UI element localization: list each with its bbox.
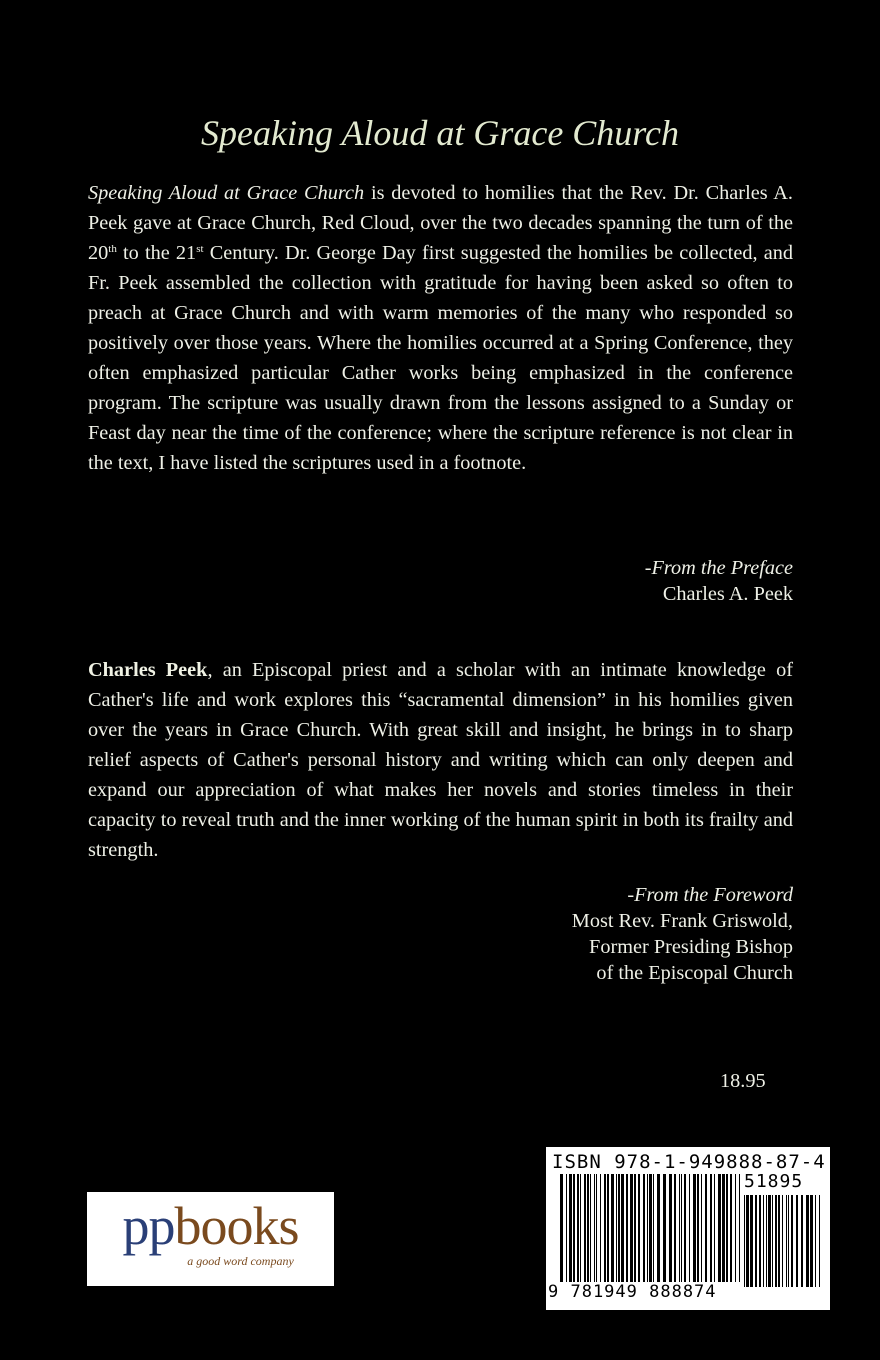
- barcode-bar: [674, 1174, 676, 1282]
- barcode-bar: [604, 1174, 606, 1282]
- barcode-bar: [782, 1195, 783, 1287]
- barcode-bar: [718, 1174, 721, 1282]
- barcode-bar: [759, 1195, 761, 1287]
- barcode-bar: [810, 1195, 813, 1287]
- barcode-bar: [791, 1195, 793, 1287]
- barcode-bar: [801, 1195, 803, 1287]
- barcode-bar: [701, 1174, 702, 1282]
- barcode-bar: [607, 1174, 609, 1282]
- barcode-bar: [815, 1195, 816, 1287]
- barcode-bar: [590, 1174, 591, 1282]
- preface-text-a: is devoted to homilies that the Rev. Dr. Charles A. Peek gave at Grace Church, Red Cloud, over the two decades spanning the turn of the 20: [88, 182, 793, 264]
- barcode-bar: [649, 1174, 652, 1282]
- barcode-bar: [663, 1174, 666, 1282]
- barcode-bar: [684, 1174, 686, 1282]
- preface-author: Charles A. Peek: [662, 583, 793, 605]
- barcode-bar: [806, 1195, 809, 1287]
- barcode-bar: [689, 1174, 690, 1282]
- barcode-addon-number: 51895: [744, 1171, 804, 1192]
- addon-barcode-bars: [744, 1195, 822, 1287]
- foreword-attribution: [572, 882, 793, 986]
- barcode-bar: [768, 1195, 771, 1287]
- barcode-bar: [647, 1174, 648, 1282]
- barcode-bar: [788, 1195, 789, 1287]
- preface-text-b: to the 21: [116, 242, 197, 264]
- barcode-bar: [730, 1174, 732, 1282]
- barcode-bar: [573, 1174, 575, 1282]
- ean-barcode-bars: [560, 1174, 740, 1282]
- barcode-bar: [621, 1174, 624, 1282]
- foreword-author-line1: Most Rev. Frank Griswold,: [571, 910, 793, 932]
- barcode-bar: [580, 1174, 581, 1282]
- barcode-bar: [618, 1174, 620, 1282]
- barcode-bar: [600, 1174, 601, 1282]
- logo-pp: pp: [122, 1196, 175, 1256]
- barcode-bar: [679, 1174, 680, 1282]
- barcode-bar: [778, 1195, 780, 1287]
- barcode-bar: [560, 1174, 563, 1282]
- barcode-bar: [626, 1174, 628, 1282]
- isbn-label: ISBN 978-1-949888-87-4: [552, 1151, 826, 1173]
- barcode-bar: [616, 1174, 617, 1282]
- barcode-bar: [796, 1195, 798, 1287]
- barcode-bar: [763, 1195, 764, 1287]
- book-title: Speaking Aloud at Grace Church: [201, 113, 679, 153]
- barcode-bar: [587, 1174, 589, 1282]
- preface-text-c: Century. Dr. George Day first suggested the homilies be collected, and Fr. Peek assembled the collection with gratitude for having been asked so often to preach at Grace Church and with warm memories of the many who responded so positively over those years. Where the homilies occurred at a Spring Conference, they often emphasized particular Cather works being emphasized in the conference program. The scripture was usually drawn from the lessons assigned to a Sunday or Feast day near the time of the conference; where the scripture reference is not clear in the text, I have listed the scriptures used in a footnote.: [88, 242, 793, 474]
- barcode-bar: [630, 1174, 633, 1282]
- barcode-bar: [634, 1174, 636, 1282]
- barcode-bar: [786, 1195, 787, 1287]
- foreword-author-line2: Former Presiding Bishop: [589, 936, 793, 958]
- barcode-bar: [611, 1174, 614, 1282]
- barcode-bar: [744, 1195, 745, 1287]
- publisher-logo-wordmark: [87, 1196, 334, 1256]
- barcode-bar: [653, 1174, 654, 1282]
- barcode-bar: [566, 1174, 567, 1282]
- barcode-bar: [766, 1195, 767, 1287]
- barcode-bar: [750, 1195, 753, 1287]
- barcode-bar: [596, 1174, 597, 1282]
- barcode-bar: [577, 1174, 579, 1282]
- barcode-bar: [746, 1195, 749, 1287]
- preface-sup-th: th: [108, 243, 117, 255]
- barcode-bar: [739, 1174, 740, 1282]
- price: 18.95: [720, 1070, 766, 1092]
- ean-number: 9 781949 888874: [548, 1282, 717, 1302]
- foreword-source: -From the Foreword: [627, 884, 793, 906]
- preface-source: -From the Preface: [644, 557, 793, 579]
- barcode-bar: [697, 1174, 699, 1282]
- barcode-bar: [775, 1195, 777, 1287]
- preface-sup-st: st: [196, 243, 204, 255]
- barcode-bar: [594, 1174, 595, 1282]
- barcode-bar: [643, 1174, 645, 1282]
- foreword-name: Charles Peek: [88, 659, 208, 681]
- barcode-bar: [755, 1195, 757, 1287]
- barcode-bar: [710, 1174, 712, 1282]
- barcode-bar: [693, 1174, 696, 1282]
- preface-attribution: [645, 555, 793, 607]
- logo-books: books: [174, 1196, 299, 1256]
- barcode-bar: [735, 1174, 736, 1282]
- barcode-bar: [705, 1174, 707, 1282]
- barcode-bar: [714, 1174, 715, 1282]
- foreword-text: , an Episcopal priest and a scholar with an intimate knowledge of Cather's life and work explores this “sacramental dimension” in his homilies given over the years in Grace Church. With great skill and insight, he brings in to sharp relief aspects of Cather's personal history and writing which can only deepen and expand our appreciation of what makes her novels and stories timeless in their capacity to reveal truth and the inner working of the human spirit in both its frailty and strength.: [88, 659, 793, 861]
- barcode-bar: [584, 1174, 586, 1282]
- publisher-logo: [87, 1192, 334, 1286]
- barcode-bar: [669, 1174, 672, 1282]
- barcode-bar: [819, 1195, 820, 1287]
- barcode-bar: [638, 1174, 640, 1282]
- isbn-barcode: [546, 1147, 830, 1310]
- barcode-bar: [569, 1174, 572, 1282]
- barcode-bar: [657, 1174, 660, 1282]
- preface-excerpt: [88, 178, 793, 478]
- publisher-tagline: a good word company: [187, 1254, 294, 1268]
- preface-title-ref: Speaking Aloud at Grace Church: [88, 182, 365, 204]
- barcode-bar: [772, 1195, 773, 1287]
- foreword-author-line3: of the Episcopal Church: [596, 962, 793, 984]
- barcode-bar: [681, 1174, 682, 1282]
- barcode-bar: [726, 1174, 728, 1282]
- barcode-bar: [722, 1174, 725, 1282]
- foreword-excerpt: [88, 655, 793, 865]
